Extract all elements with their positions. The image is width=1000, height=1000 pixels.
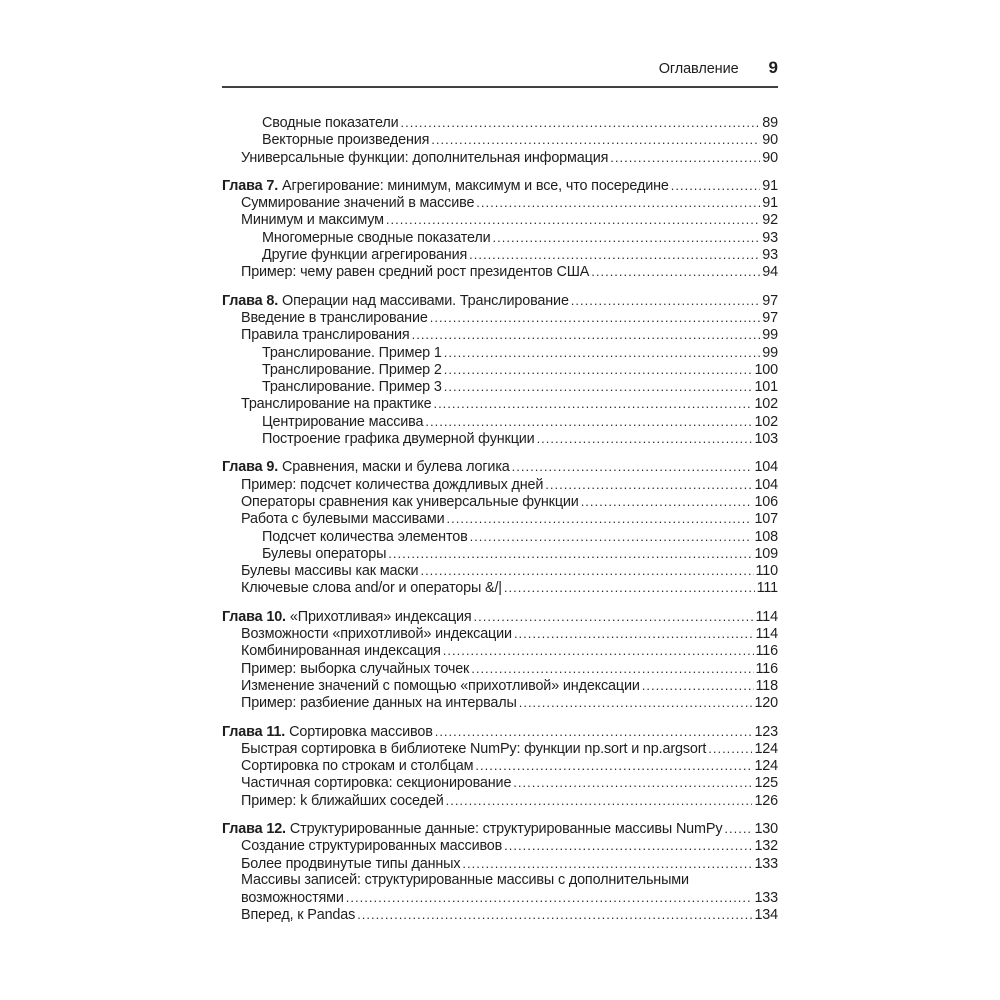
toc-entry-page-number: 106 (754, 493, 778, 510)
toc-entry (222, 579, 778, 596)
toc-entry-label: Возможности «прихотливой» индексации (241, 626, 512, 643)
toc-entry-text (222, 459, 510, 476)
toc-entry-page-number: 111 (756, 580, 778, 597)
toc-leader-dots (493, 229, 761, 247)
toc-entry-page-number: 110 (755, 563, 778, 580)
toc-entry-label: Сортировка по строкам и столбцам (241, 758, 474, 775)
toc-leader-dots (412, 326, 761, 344)
toc-leader-dots (444, 361, 753, 379)
toc-entry-text (241, 741, 706, 758)
toc-entry (222, 528, 778, 545)
toc-entry-page-number: 130 (754, 820, 778, 837)
toc-entry-label: Сортировка массивов (289, 723, 433, 740)
toc-entry-text (241, 758, 473, 775)
toc-entry (222, 660, 778, 677)
toc-entry-page-number: 91 (762, 177, 778, 194)
toc-entry-label: Ключевые слова and/or и операторы &/| (241, 580, 502, 597)
toc-entry (222, 694, 778, 711)
toc-entry (222, 642, 778, 659)
toc-entry-text (241, 695, 517, 712)
toc-entry-text (241, 195, 474, 212)
toc-chapter-prefix: Глава 11. (222, 723, 286, 740)
toc-chapter-prefix: Глава 12. (222, 820, 286, 837)
running-title: Оглавление (658, 61, 739, 77)
toc-leader-dots (420, 562, 753, 580)
toc-entry-text (241, 775, 511, 792)
toc-entry-page-number: 97 (762, 309, 778, 326)
toc-entry (222, 326, 778, 343)
toc-chapter-prefix: Глава 9. (222, 459, 279, 476)
toc-entry (222, 246, 778, 263)
toc-entry (222, 263, 778, 280)
toc-leader-dots (642, 677, 754, 695)
toc-entry-text (241, 643, 441, 660)
toc-entry-page-number: 93 (762, 247, 778, 264)
toc-entry-label: Быстрая сортировка в библиотеке NumPy: функции np.sort и np.argsort (241, 740, 707, 757)
toc-entry-text (241, 890, 344, 907)
toc-entry-page-number: 101 (754, 379, 778, 396)
toc-entry-label: Введение в транслирование (241, 309, 428, 326)
toc-entry-page-number: 104 (754, 459, 778, 476)
toc-entry-label: Массивы записей: структурированные массивы с дополнительными (241, 871, 689, 888)
toc-section (222, 114, 778, 166)
toc-entry-page-number: 108 (754, 528, 778, 545)
toc-entry-page-number: 120 (754, 695, 778, 712)
toc-entry-label: Пример: выборка случайных точек (241, 660, 470, 677)
toc-entry-page-number: 100 (754, 361, 778, 378)
toc-entry-page-number: 90 (762, 132, 778, 149)
toc-entry-page-number: 97 (762, 292, 778, 309)
toc-entry (222, 229, 778, 246)
toc-entry-label: Транслирование. Пример 1 (262, 344, 442, 361)
toc-entry (222, 476, 778, 493)
toc-entry-page-number: 102 (754, 413, 778, 430)
toc-entry-text (241, 580, 502, 597)
toc-entry-page-number: 99 (762, 344, 778, 361)
toc-leader-dots (474, 608, 754, 626)
toc-entry-label: Создание структурированных массивов (241, 838, 503, 855)
toc-entry-text (222, 821, 722, 838)
toc-entry (222, 757, 778, 774)
toc-entry (222, 723, 778, 740)
toc-entry-page-number: 103 (754, 431, 778, 448)
toc-leader-dots (400, 114, 760, 132)
toc-entry-label: Работа с булевыми массивами (241, 511, 445, 528)
toc-leader-dots (386, 211, 760, 229)
toc-entry (222, 149, 778, 166)
toc-entry-label: Суммирование значений в массиве (241, 195, 475, 212)
toc-entry-page-number: 123 (754, 723, 778, 740)
toc-entry-page-number: 116 (755, 660, 778, 677)
toc-entry (222, 820, 778, 837)
toc-leader-dots (469, 246, 760, 264)
toc-entry-text (241, 793, 444, 810)
toc-entry-page-number: 132 (754, 838, 778, 855)
toc-leader-dots (545, 476, 752, 494)
toc-entry-label: Минимум и максимум (241, 212, 384, 229)
toc-entry-label: Пример: подсчет количества дождливых дней (241, 476, 544, 493)
toc-entry (222, 837, 778, 854)
toc-entry-page-number: 89 (762, 115, 778, 131)
toc-entry (222, 855, 778, 872)
toc-entry-text (241, 838, 502, 855)
toc-entry-label: Вперед, к Pandas (241, 907, 356, 924)
toc-entry-text (241, 396, 431, 413)
toc-entry-page-number: 104 (754, 476, 778, 493)
toc-entry-label: Частичная сортировка: секционирование (241, 775, 512, 792)
toc-leader-dots (425, 413, 752, 431)
toc-entry (222, 177, 778, 194)
toc-entry-page-number: 118 (755, 677, 778, 694)
toc-section (222, 458, 778, 596)
toc-entry-label: Векторные произведения (262, 132, 430, 149)
toc-entry-page-number: 109 (754, 545, 778, 562)
toc-leader-dots (591, 263, 760, 281)
table-of-contents (222, 114, 778, 924)
toc-entry (222, 889, 778, 906)
toc-entry-text (262, 529, 468, 546)
toc-entry-text (241, 563, 418, 580)
toc-chapter-prefix: Глава 7. (222, 177, 279, 194)
toc-leader-dots (724, 820, 752, 838)
toc-entry-text (262, 546, 386, 563)
toc-leader-dots (671, 177, 761, 195)
toc-entry-text (262, 431, 535, 448)
toc-entry (222, 906, 778, 923)
toc-entry (222, 677, 778, 694)
toc-leader-dots (444, 378, 753, 396)
toc-entry-text (241, 212, 384, 229)
toc-entry-label: Подсчет количества элементов (262, 528, 468, 545)
toc-entry-text (241, 626, 512, 643)
toc-entry (222, 131, 778, 148)
toc-entry (222, 458, 778, 475)
toc-entry (222, 114, 778, 131)
toc-entry-text (262, 230, 491, 247)
toc-leader-dots (519, 694, 753, 712)
toc-entry-label: Сравнения, маски и булева логика (282, 459, 510, 476)
toc-section (222, 608, 778, 712)
toc-leader-dots (471, 660, 753, 678)
toc-entry (222, 562, 778, 579)
toc-entry-text (241, 264, 589, 281)
toc-entry-page-number: 99 (762, 327, 778, 344)
toc-entry-text (262, 247, 467, 264)
toc-entry (222, 545, 778, 562)
toc-entry-page-number: 124 (754, 758, 778, 775)
toc-entry (222, 430, 778, 447)
toc-leader-dots (346, 889, 753, 907)
page-content (222, 58, 778, 924)
toc-leader-dots (462, 855, 752, 873)
toc-entry (222, 194, 778, 211)
toc-entry-label: возможностями (241, 890, 344, 907)
toc-chapter-prefix: Глава 8. (222, 292, 279, 309)
toc-entry-text (241, 310, 428, 327)
toc-leader-dots (537, 430, 753, 448)
toc-leader-dots (581, 493, 753, 511)
toc-entry-text (241, 327, 410, 344)
toc-entry-label: Правила транслирования (241, 327, 410, 344)
toc-entry-page-number: 133 (754, 855, 778, 872)
toc-entry-label: Комбинированная индексация (241, 643, 441, 660)
toc-entry (222, 395, 778, 412)
toc-entry-label: Транслирование. Пример 3 (262, 379, 442, 396)
toc-entry-text (262, 379, 442, 396)
page-header (222, 58, 778, 88)
toc-entry-label: Другие функции агрегирования (262, 247, 468, 264)
toc-entry-page-number: 124 (754, 740, 778, 757)
toc-entry (222, 625, 778, 642)
toc-entry-text (222, 293, 569, 310)
page-number: 9 (768, 58, 778, 77)
toc-leader-dots (447, 510, 753, 528)
toc-entry (222, 413, 778, 430)
toc-chapter-prefix: Глава 10. (222, 608, 286, 625)
toc-entry-label: Более продвинутые типы данных (241, 855, 461, 872)
toc-entry-page-number: 91 (762, 195, 778, 212)
toc-entry-page-number: 125 (754, 775, 778, 792)
toc-entry-page-number: 107 (754, 511, 778, 528)
toc-entry-text (262, 345, 442, 362)
toc-leader-dots (504, 837, 752, 855)
toc-entry-text (222, 724, 433, 741)
toc-leader-dots (513, 774, 752, 792)
toc-entry-page-number: 94 (762, 264, 778, 281)
toc-entry (222, 292, 778, 309)
toc-entry-text (241, 872, 689, 889)
toc-section (222, 292, 778, 448)
toc-leader-dots (444, 344, 761, 362)
toc-entry-label: Структурированные данные: структурированные массивы NumPy (289, 820, 723, 837)
toc-leader-dots (443, 642, 754, 660)
toc-section (222, 723, 778, 809)
toc-leader-dots (433, 395, 752, 413)
toc-entry-label: Пример: k ближайших соседей (241, 792, 444, 809)
toc-entry (222, 510, 778, 527)
toc-entry-label: «Прихотливая» индексация (289, 608, 472, 625)
toc-entry-label: Изменение значений с помощью «прихотливой» индексации (241, 677, 640, 694)
toc-entry (222, 872, 778, 889)
toc-entry-text (241, 856, 460, 873)
toc-entry-text (241, 511, 445, 528)
toc-entry-page-number: 114 (755, 626, 778, 643)
toc-entry-text (262, 414, 423, 431)
toc-entry-text (262, 132, 429, 149)
toc-entry-text (222, 178, 669, 195)
toc-entry-label: Булевы операторы (262, 545, 387, 562)
toc-leader-dots (435, 723, 753, 741)
toc-entry-text (241, 150, 608, 167)
toc-entry (222, 774, 778, 791)
toc-leader-dots (388, 545, 752, 563)
toc-entry-text (241, 494, 579, 511)
toc-entry-label: Операции над массивами. Транслирование (282, 292, 569, 309)
toc-entry-text (241, 907, 355, 924)
toc-entry-label: Транслирование. Пример 2 (262, 361, 442, 378)
toc-entry-label: Агрегирование: минимум, максимум и все, что посередине (282, 177, 669, 194)
toc-leader-dots (571, 292, 760, 310)
toc-entry-text (222, 609, 472, 626)
toc-entry-label: Пример: чему равен средний рост президентов США (241, 264, 590, 281)
toc-leader-dots (475, 757, 752, 775)
toc-entry-label: Сводные показатели (262, 115, 399, 131)
toc-entry-label: Булевы массивы как маски (241, 563, 419, 580)
toc-entry-label: Пример: разбиение данных на интервалы (241, 695, 517, 712)
toc-section (222, 177, 778, 281)
toc-leader-dots (470, 528, 753, 546)
toc-entry (222, 740, 778, 757)
toc-entry-page-number: 134 (754, 907, 778, 924)
toc-entry (222, 378, 778, 395)
toc-entry-page-number: 90 (762, 149, 778, 166)
toc-entry-text (262, 115, 398, 132)
toc-entry-page-number: 133 (754, 890, 778, 907)
toc-entry (222, 211, 778, 228)
toc-entry-page-number: 126 (754, 792, 778, 809)
toc-entry-text (241, 477, 543, 494)
toc-leader-dots (476, 194, 760, 212)
toc-leader-dots (430, 309, 761, 327)
toc-leader-dots (357, 906, 752, 924)
toc-entry-page-number: 93 (762, 229, 778, 246)
toc-leader-dots (514, 625, 754, 643)
toc-entry-text (262, 362, 442, 379)
toc-entry-page-number: 102 (754, 396, 778, 413)
toc-leader-dots (431, 131, 760, 149)
toc-entry-text (241, 678, 640, 695)
toc-leader-dots (512, 458, 753, 476)
toc-entry-page-number: 92 (762, 212, 778, 229)
toc-entry (222, 361, 778, 378)
toc-entry-page-number: 116 (755, 643, 778, 660)
toc-entry-label: Построение графика двумерной функции (262, 431, 535, 448)
toc-entry (222, 344, 778, 361)
toc-entry-page-number: 114 (755, 608, 778, 625)
toc-entry (222, 493, 778, 510)
toc-entry (222, 792, 778, 809)
toc-entry-label: Транслирование на практике (241, 396, 432, 413)
toc-leader-dots (610, 149, 760, 167)
toc-entry-label: Операторы сравнения как универсальные функции (241, 493, 579, 510)
toc-entry-label: Центрирование массива (262, 413, 424, 430)
toc-section (222, 820, 778, 924)
toc-entry-label: Многомерные сводные показатели (262, 229, 491, 246)
toc-entry (222, 309, 778, 326)
toc-leader-dots (708, 740, 752, 758)
toc-entry-label: Универсальные функции: дополнительная информация (241, 149, 609, 166)
toc-leader-dots (446, 792, 753, 810)
toc-leader-dots (504, 579, 755, 597)
toc-entry (222, 608, 778, 625)
toc-entry-text (241, 661, 469, 678)
